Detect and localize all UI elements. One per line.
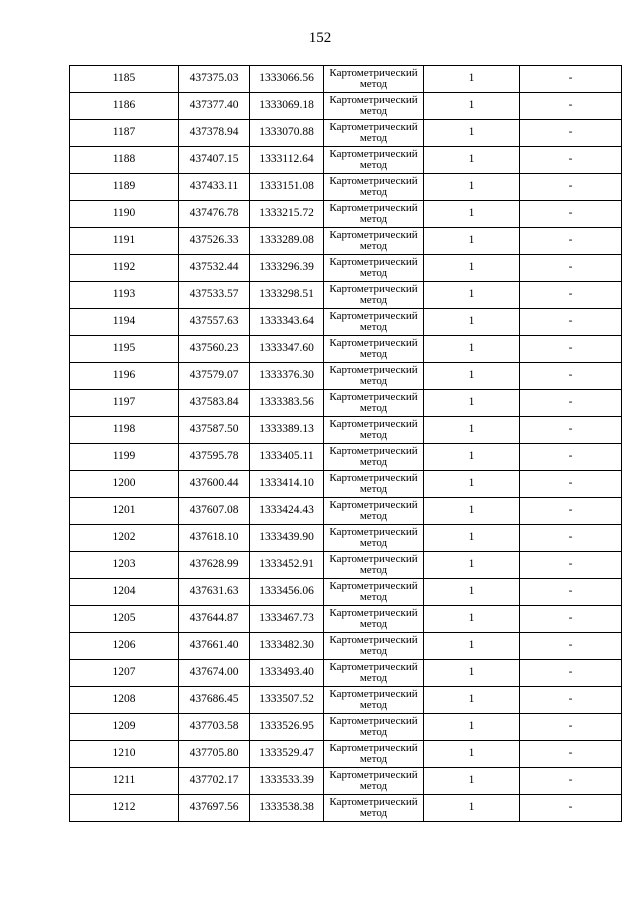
table-row bbox=[70, 525, 622, 552]
accuracy-cell: 1 bbox=[424, 282, 520, 309]
note-cell: - bbox=[520, 417, 622, 444]
accuracy-cell: 1 bbox=[424, 471, 520, 498]
note-cell: - bbox=[520, 336, 622, 363]
method-cell: Картометрический метод bbox=[324, 417, 424, 444]
accuracy-cell: 1 bbox=[424, 741, 520, 768]
point-number-cell: 1205 bbox=[70, 606, 179, 633]
table-row bbox=[70, 93, 622, 120]
table-row bbox=[70, 741, 622, 768]
accuracy-cell: 1 bbox=[424, 498, 520, 525]
accuracy-cell: 1 bbox=[424, 93, 520, 120]
point-number-cell: 1199 bbox=[70, 444, 179, 471]
x-coordinate-cell: 437560.23 bbox=[179, 336, 250, 363]
accuracy-cell: 1 bbox=[424, 633, 520, 660]
accuracy-cell: 1 bbox=[424, 444, 520, 471]
y-coordinate-cell: 1333066.56 bbox=[250, 66, 324, 93]
accuracy-cell: 1 bbox=[424, 795, 520, 822]
x-coordinate-cell: 437618.10 bbox=[179, 525, 250, 552]
note-cell: - bbox=[520, 579, 622, 606]
method-cell: Картометрический метод bbox=[324, 741, 424, 768]
y-coordinate-cell: 1333507.52 bbox=[250, 687, 324, 714]
point-number-cell: 1201 bbox=[70, 498, 179, 525]
point-number-cell: 1196 bbox=[70, 363, 179, 390]
coordinates-table bbox=[69, 65, 622, 822]
note-cell: - bbox=[520, 309, 622, 336]
accuracy-cell: 1 bbox=[424, 66, 520, 93]
accuracy-cell: 1 bbox=[424, 687, 520, 714]
table-row bbox=[70, 120, 622, 147]
point-number-cell: 1193 bbox=[70, 282, 179, 309]
accuracy-cell: 1 bbox=[424, 714, 520, 741]
point-number-cell: 1203 bbox=[70, 552, 179, 579]
y-coordinate-cell: 1333529.47 bbox=[250, 741, 324, 768]
note-cell: - bbox=[520, 147, 622, 174]
point-number-cell: 1186 bbox=[70, 93, 179, 120]
x-coordinate-cell: 437595.78 bbox=[179, 444, 250, 471]
y-coordinate-cell: 1333069.18 bbox=[250, 93, 324, 120]
accuracy-cell: 1 bbox=[424, 174, 520, 201]
x-coordinate-cell: 437600.44 bbox=[179, 471, 250, 498]
point-number-cell: 1209 bbox=[70, 714, 179, 741]
note-cell: - bbox=[520, 714, 622, 741]
point-number-cell: 1195 bbox=[70, 336, 179, 363]
coordinates-table-body bbox=[70, 66, 622, 822]
method-cell: Картометрический метод bbox=[324, 525, 424, 552]
table-row bbox=[70, 309, 622, 336]
method-cell: Картометрический метод bbox=[324, 147, 424, 174]
method-cell: Картометрический метод bbox=[324, 471, 424, 498]
method-cell: Картометрический метод bbox=[324, 336, 424, 363]
note-cell: - bbox=[520, 525, 622, 552]
method-cell: Картометрический метод bbox=[324, 687, 424, 714]
point-number-cell: 1200 bbox=[70, 471, 179, 498]
x-coordinate-cell: 437686.45 bbox=[179, 687, 250, 714]
note-cell: - bbox=[520, 795, 622, 822]
accuracy-cell: 1 bbox=[424, 120, 520, 147]
note-cell: - bbox=[520, 66, 622, 93]
point-number-cell: 1189 bbox=[70, 174, 179, 201]
method-cell: Картометрический метод bbox=[324, 633, 424, 660]
x-coordinate-cell: 437697.56 bbox=[179, 795, 250, 822]
y-coordinate-cell: 1333343.64 bbox=[250, 309, 324, 336]
table-row bbox=[70, 201, 622, 228]
y-coordinate-cell: 1333452.91 bbox=[250, 552, 324, 579]
point-number-cell: 1212 bbox=[70, 795, 179, 822]
accuracy-cell: 1 bbox=[424, 255, 520, 282]
table-row bbox=[70, 498, 622, 525]
table-row bbox=[70, 282, 622, 309]
y-coordinate-cell: 1333538.38 bbox=[250, 795, 324, 822]
table-row bbox=[70, 606, 622, 633]
table-row bbox=[70, 363, 622, 390]
method-cell: Картометрический метод bbox=[324, 363, 424, 390]
x-coordinate-cell: 437377.40 bbox=[179, 93, 250, 120]
x-coordinate-cell: 437631.63 bbox=[179, 579, 250, 606]
y-coordinate-cell: 1333424.43 bbox=[250, 498, 324, 525]
x-coordinate-cell: 437557.63 bbox=[179, 309, 250, 336]
accuracy-cell: 1 bbox=[424, 660, 520, 687]
note-cell: - bbox=[520, 444, 622, 471]
point-number-cell: 1191 bbox=[70, 228, 179, 255]
note-cell: - bbox=[520, 768, 622, 795]
method-cell: Картометрический метод bbox=[324, 120, 424, 147]
note-cell: - bbox=[520, 552, 622, 579]
x-coordinate-cell: 437433.11 bbox=[179, 174, 250, 201]
method-cell: Картометрический метод bbox=[324, 282, 424, 309]
y-coordinate-cell: 1333526.95 bbox=[250, 714, 324, 741]
method-cell: Картометрический метод bbox=[324, 201, 424, 228]
accuracy-cell: 1 bbox=[424, 228, 520, 255]
point-number-cell: 1192 bbox=[70, 255, 179, 282]
y-coordinate-cell: 1333456.06 bbox=[250, 579, 324, 606]
y-coordinate-cell: 1333296.39 bbox=[250, 255, 324, 282]
method-cell: Картометрический метод bbox=[324, 552, 424, 579]
x-coordinate-cell: 437607.08 bbox=[179, 498, 250, 525]
y-coordinate-cell: 1333383.56 bbox=[250, 390, 324, 417]
method-cell: Картометрический метод bbox=[324, 390, 424, 417]
method-cell: Картометрический метод bbox=[324, 66, 424, 93]
table-row bbox=[70, 768, 622, 795]
method-cell: Картометрический метод bbox=[324, 795, 424, 822]
method-cell: Картометрический метод bbox=[324, 174, 424, 201]
x-coordinate-cell: 437587.50 bbox=[179, 417, 250, 444]
y-coordinate-cell: 1333151.08 bbox=[250, 174, 324, 201]
x-coordinate-cell: 437378.94 bbox=[179, 120, 250, 147]
table-row bbox=[70, 660, 622, 687]
table-row bbox=[70, 147, 622, 174]
y-coordinate-cell: 1333112.64 bbox=[250, 147, 324, 174]
y-coordinate-cell: 1333467.73 bbox=[250, 606, 324, 633]
table-row bbox=[70, 633, 622, 660]
point-number-cell: 1194 bbox=[70, 309, 179, 336]
x-coordinate-cell: 437644.87 bbox=[179, 606, 250, 633]
y-coordinate-cell: 1333439.90 bbox=[250, 525, 324, 552]
note-cell: - bbox=[520, 471, 622, 498]
y-coordinate-cell: 1333493.40 bbox=[250, 660, 324, 687]
table-row bbox=[70, 687, 622, 714]
accuracy-cell: 1 bbox=[424, 309, 520, 336]
note-cell: - bbox=[520, 228, 622, 255]
x-coordinate-cell: 437661.40 bbox=[179, 633, 250, 660]
method-cell: Картометрический метод bbox=[324, 606, 424, 633]
accuracy-cell: 1 bbox=[424, 147, 520, 174]
y-coordinate-cell: 1333482.30 bbox=[250, 633, 324, 660]
y-coordinate-cell: 1333289.08 bbox=[250, 228, 324, 255]
x-coordinate-cell: 437579.07 bbox=[179, 363, 250, 390]
method-cell: Картометрический метод bbox=[324, 444, 424, 471]
x-coordinate-cell: 437705.80 bbox=[179, 741, 250, 768]
method-cell: Картометрический метод bbox=[324, 309, 424, 336]
table-row bbox=[70, 390, 622, 417]
accuracy-cell: 1 bbox=[424, 552, 520, 579]
x-coordinate-cell: 437375.03 bbox=[179, 66, 250, 93]
x-coordinate-cell: 437526.33 bbox=[179, 228, 250, 255]
point-number-cell: 1197 bbox=[70, 390, 179, 417]
accuracy-cell: 1 bbox=[424, 768, 520, 795]
note-cell: - bbox=[520, 282, 622, 309]
x-coordinate-cell: 437533.57 bbox=[179, 282, 250, 309]
point-number-cell: 1206 bbox=[70, 633, 179, 660]
table-row bbox=[70, 552, 622, 579]
table-row bbox=[70, 336, 622, 363]
table-row bbox=[70, 795, 622, 822]
table-row bbox=[70, 579, 622, 606]
table-row bbox=[70, 417, 622, 444]
note-cell: - bbox=[520, 741, 622, 768]
point-number-cell: 1204 bbox=[70, 579, 179, 606]
accuracy-cell: 1 bbox=[424, 201, 520, 228]
note-cell: - bbox=[520, 93, 622, 120]
point-number-cell: 1210 bbox=[70, 741, 179, 768]
y-coordinate-cell: 1333389.13 bbox=[250, 417, 324, 444]
note-cell: - bbox=[520, 498, 622, 525]
note-cell: - bbox=[520, 174, 622, 201]
y-coordinate-cell: 1333533.39 bbox=[250, 768, 324, 795]
note-cell: - bbox=[520, 606, 622, 633]
table-row bbox=[70, 66, 622, 93]
accuracy-cell: 1 bbox=[424, 579, 520, 606]
method-cell: Картометрический метод bbox=[324, 768, 424, 795]
method-cell: Картометрический метод bbox=[324, 579, 424, 606]
accuracy-cell: 1 bbox=[424, 606, 520, 633]
table-row bbox=[70, 714, 622, 741]
page-number: 152 bbox=[308, 30, 332, 46]
method-cell: Картометрический метод bbox=[324, 255, 424, 282]
x-coordinate-cell: 437476.78 bbox=[179, 201, 250, 228]
x-coordinate-cell: 437583.84 bbox=[179, 390, 250, 417]
y-coordinate-cell: 1333347.60 bbox=[250, 336, 324, 363]
y-coordinate-cell: 1333298.51 bbox=[250, 282, 324, 309]
point-number-cell: 1207 bbox=[70, 660, 179, 687]
x-coordinate-cell: 437407.15 bbox=[179, 147, 250, 174]
method-cell: Картометрический метод bbox=[324, 93, 424, 120]
method-cell: Картометрический метод bbox=[324, 498, 424, 525]
table-row bbox=[70, 444, 622, 471]
note-cell: - bbox=[520, 201, 622, 228]
point-number-cell: 1187 bbox=[70, 120, 179, 147]
point-number-cell: 1208 bbox=[70, 687, 179, 714]
accuracy-cell: 1 bbox=[424, 390, 520, 417]
y-coordinate-cell: 1333070.88 bbox=[250, 120, 324, 147]
point-number-cell: 1190 bbox=[70, 201, 179, 228]
point-number-cell: 1211 bbox=[70, 768, 179, 795]
method-cell: Картометрический метод bbox=[324, 714, 424, 741]
accuracy-cell: 1 bbox=[424, 417, 520, 444]
y-coordinate-cell: 1333414.10 bbox=[250, 471, 324, 498]
y-coordinate-cell: 1333215.72 bbox=[250, 201, 324, 228]
note-cell: - bbox=[520, 660, 622, 687]
method-cell: Картометрический метод bbox=[324, 660, 424, 687]
point-number-cell: 1202 bbox=[70, 525, 179, 552]
table-row bbox=[70, 255, 622, 282]
accuracy-cell: 1 bbox=[424, 525, 520, 552]
point-number-cell: 1188 bbox=[70, 147, 179, 174]
method-cell: Картометрический метод bbox=[324, 228, 424, 255]
note-cell: - bbox=[520, 390, 622, 417]
note-cell: - bbox=[520, 255, 622, 282]
x-coordinate-cell: 437674.00 bbox=[179, 660, 250, 687]
table-row bbox=[70, 174, 622, 201]
note-cell: - bbox=[520, 120, 622, 147]
accuracy-cell: 1 bbox=[424, 336, 520, 363]
x-coordinate-cell: 437532.44 bbox=[179, 255, 250, 282]
y-coordinate-cell: 1333405.11 bbox=[250, 444, 324, 471]
table-row bbox=[70, 228, 622, 255]
note-cell: - bbox=[520, 633, 622, 660]
accuracy-cell: 1 bbox=[424, 363, 520, 390]
note-cell: - bbox=[520, 363, 622, 390]
x-coordinate-cell: 437628.99 bbox=[179, 552, 250, 579]
point-number-cell: 1198 bbox=[70, 417, 179, 444]
y-coordinate-cell: 1333376.30 bbox=[250, 363, 324, 390]
table-row bbox=[70, 471, 622, 498]
point-number-cell: 1185 bbox=[70, 66, 179, 93]
x-coordinate-cell: 437703.58 bbox=[179, 714, 250, 741]
x-coordinate-cell: 437702.17 bbox=[179, 768, 250, 795]
note-cell: - bbox=[520, 687, 622, 714]
